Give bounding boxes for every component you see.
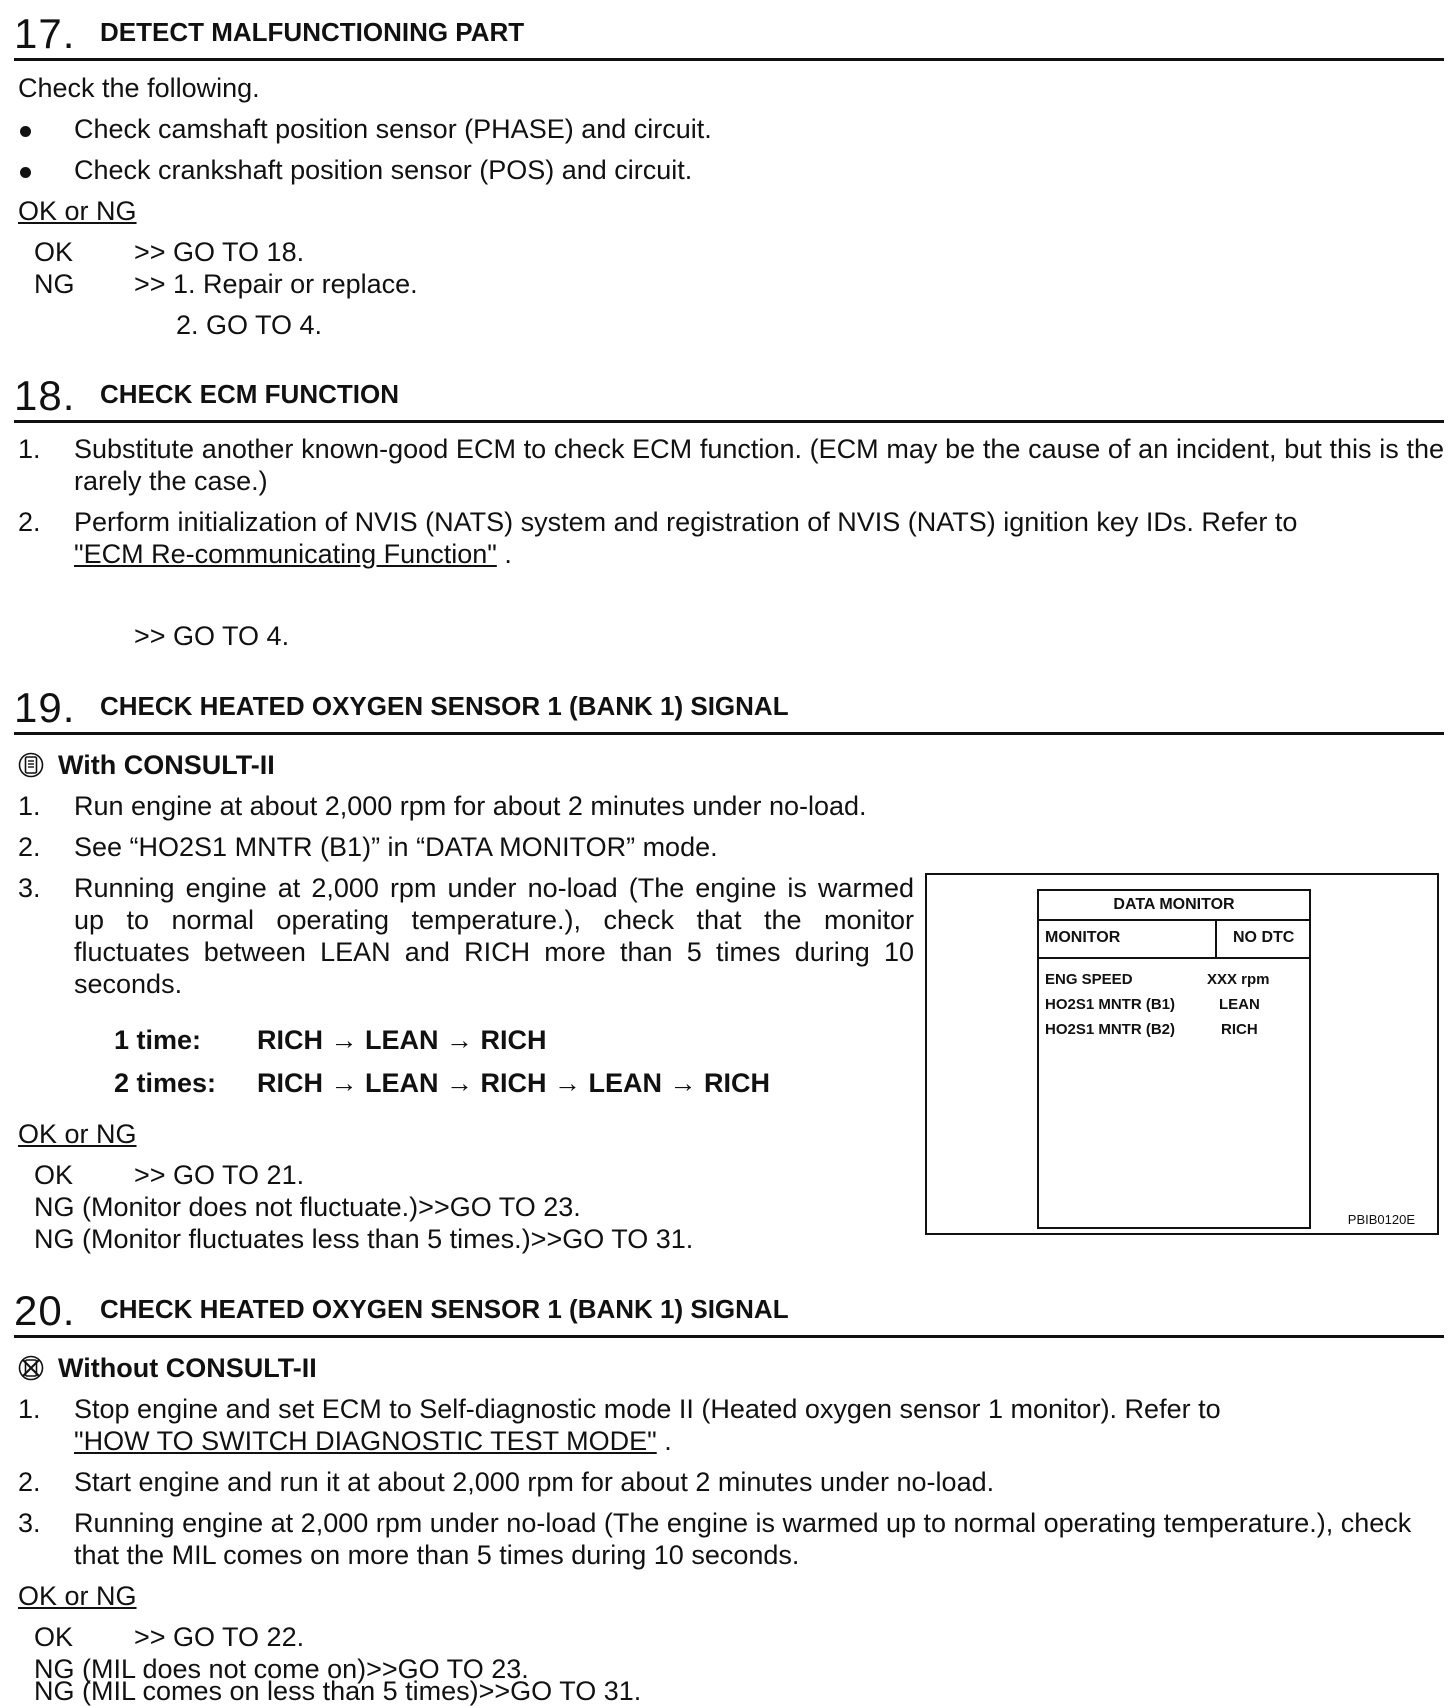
time2-sequence: RICH → LEAN → RICH → LEAN → RICH — [257, 1068, 770, 1098]
ok-label: OK — [34, 1622, 74, 1652]
step-number: 17. — [14, 10, 76, 57]
data-monitor-figure — [925, 873, 1439, 1235]
mode-label: Without CONSULT-II — [58, 1353, 317, 1383]
ng-goto: NG (Monitor does not fluctuate.)>>GO TO 23. — [34, 1192, 581, 1222]
list-item: Running engine at 2,000 rpm under no-load (The engine is warmed up to normal operating temperature.), check that the monitor fluctuates between LEAN and RICH more than 5 times during 10 seconds. — [74, 873, 914, 999]
time1-label: 1 time: — [114, 1025, 202, 1055]
ng-label: NG — [34, 269, 75, 299]
item-number: 2. — [18, 507, 41, 537]
step-title: CHECK HEATED OXYGEN SENSOR 1 (BANK 1) SIGNAL — [100, 691, 789, 721]
list-item: Start engine and run it at about 2,000 rpm for about 2 minutes under no-load. — [74, 1467, 995, 1497]
step-18-header — [14, 362, 1444, 423]
step-20-header — [14, 1277, 1444, 1338]
list-item: Substitute another known-good ECM to check ECM function. (ECM may be the cause of an incident, but this is the rarely the case.) — [74, 434, 1444, 496]
reference-link[interactable]: "HOW TO SWITCH DIAGNOSTIC TEST MODE" — [74, 1426, 657, 1456]
step-17-header — [14, 0, 1444, 61]
ng-goto: 2. GO TO 4. — [176, 310, 323, 340]
status-label: NO DTC — [1233, 929, 1295, 946]
ng-goto: NG (MIL does not come on)>>GO TO 23. — [34, 1654, 529, 1684]
screen-header-row — [1039, 921, 1309, 959]
divider — [1215, 921, 1217, 957]
item-number: 2. — [18, 1467, 41, 1497]
monitor-value: RICH — [1221, 1021, 1258, 1038]
goto-text: >> GO TO 4. — [134, 621, 290, 651]
reference-tail: . — [664, 1426, 672, 1456]
monitor-label: MONITOR — [1045, 929, 1121, 946]
consult-icon — [18, 752, 44, 778]
step-number: 20. — [14, 1287, 76, 1334]
time1-sequence: RICH → LEAN → RICH — [257, 1025, 547, 1055]
list-item: Stop engine and set ECM to Self-diagnostic mode II (Heated oxygen sensor 1 monitor). Refer to — [74, 1394, 1221, 1424]
reference-tail: . — [504, 539, 512, 569]
figure-code: PBIB0120E — [1347, 1212, 1415, 1227]
ok-label: OK — [34, 1160, 74, 1190]
ok-goto: >> GO TO 21. — [134, 1160, 305, 1190]
no-consult-icon — [18, 1355, 44, 1381]
monitor-item: ENG SPEED — [1045, 971, 1133, 988]
ok-ng-heading: OK or NG — [18, 1119, 137, 1149]
ng-goto: NG (MIL comes on less than 5 times)>>GO TO 31. — [34, 1676, 642, 1706]
list-item: See “HO2S1 MNTR (B1)” in “DATA MONITOR” mode. — [74, 832, 718, 862]
bullet-icon — [20, 126, 31, 137]
list-item: Perform initialization of NVIS (NATS) system and registration of NVIS (NATS) ignition key IDs. Refer to — [74, 507, 1298, 537]
step-title: CHECK HEATED OXYGEN SENSOR 1 (BANK 1) SIGNAL — [100, 1294, 789, 1324]
item-number: 2. — [18, 832, 41, 862]
ok-goto: >> GO TO 18. — [134, 237, 305, 267]
item-number: 1. — [18, 1394, 41, 1424]
list-item: Running engine at 2,000 rpm under no-load (The engine is warmed up to normal operating temperature.), check that the MIL comes on more than 5 times during 10 seconds. — [74, 1508, 1412, 1570]
list-item: Check camshaft position sensor (PHASE) and circuit. — [74, 114, 712, 144]
reference — [74, 1425, 672, 1457]
reference — [74, 538, 512, 570]
monitor-screen — [1037, 889, 1311, 1229]
monitor-value: LEAN — [1219, 996, 1260, 1013]
list-item: Check crankshaft position sensor (POS) and circuit. — [74, 155, 693, 185]
reference-link[interactable]: "ECM Re-communicating Function" — [74, 539, 497, 569]
list-item: Run engine at about 2,000 rpm for about 2 minutes under no-load. — [74, 791, 867, 821]
step-number: 18. — [14, 372, 76, 419]
step-19-header — [14, 674, 1444, 735]
ng-goto: NG (Monitor fluctuates less than 5 times.)>>GO TO 31. — [34, 1224, 694, 1254]
ok-ng-heading: OK or NG — [18, 1581, 137, 1611]
item-number: 3. — [18, 1508, 41, 1538]
step-number: 19. — [14, 684, 76, 731]
ok-goto: >> GO TO 22. — [134, 1622, 305, 1652]
screen-title: DATA MONITOR — [1039, 891, 1309, 921]
intro-text: Check the following. — [18, 73, 260, 103]
monitor-item: HO2S1 MNTR (B2) — [1045, 1021, 1176, 1038]
time2-label: 2 times: — [114, 1068, 217, 1098]
mode-label: With CONSULT-II — [58, 750, 275, 780]
step-title: CHECK ECM FUNCTION — [100, 379, 399, 409]
item-number: 1. — [18, 791, 41, 821]
item-number: 1. — [18, 434, 41, 464]
monitor-value: XXX rpm — [1207, 971, 1270, 988]
bullet-icon — [20, 167, 31, 178]
item-number: 3. — [18, 873, 41, 903]
ng-action: >> 1. Repair or replace. — [134, 269, 418, 299]
ok-label: OK — [34, 237, 74, 267]
step-title: DETECT MALFUNCTIONING PART — [100, 17, 525, 47]
monitor-item: HO2S1 MNTR (B1) — [1045, 996, 1176, 1013]
ok-ng-heading: OK or NG — [18, 196, 137, 226]
